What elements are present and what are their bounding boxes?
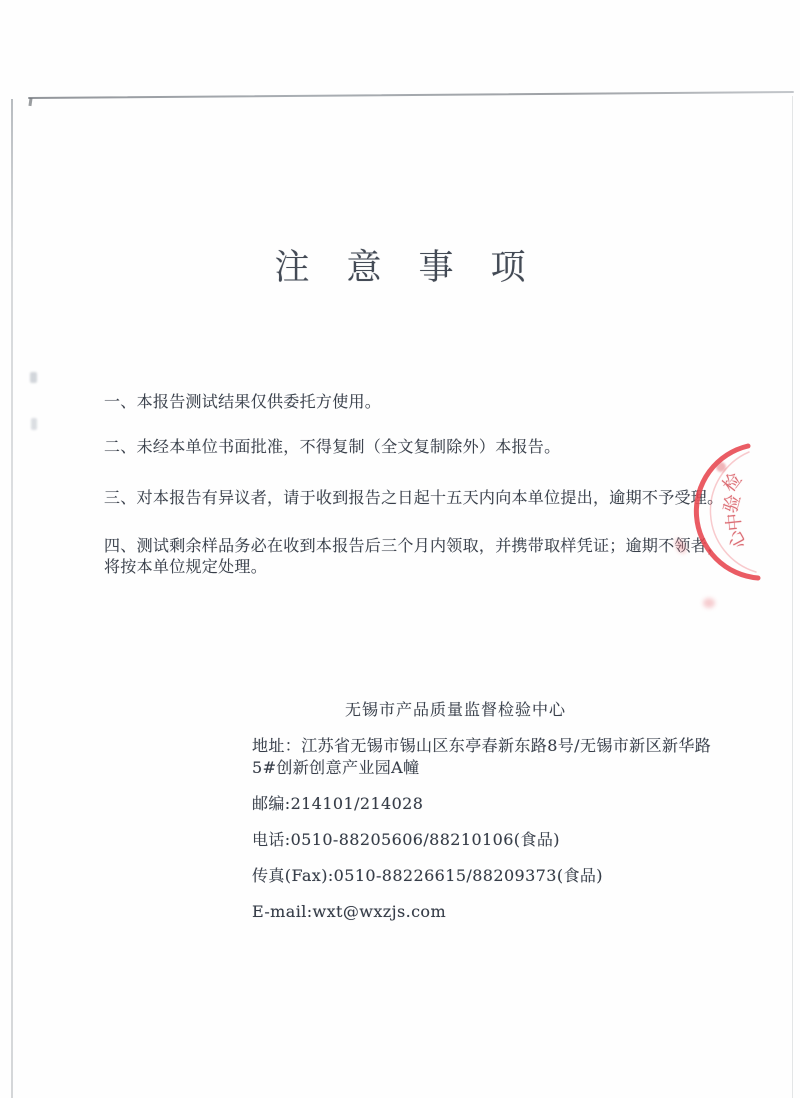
stamp-character: 心 (724, 526, 752, 553)
notice-item-1: 一、本报告测试结果仅供委托方使用。 (104, 392, 382, 411)
postal-code-line: 邮编:214101/214028 (252, 794, 424, 813)
page-edge-top (28, 91, 794, 99)
notice-item-4 (104, 535, 729, 577)
notice-item-2: 二、未经本单位书面批准，不得复制（全文复制除外）本报告。 (104, 437, 561, 456)
page-edge-corner-mark (28, 98, 32, 106)
scan-speck (31, 418, 37, 430)
stamp-character: 验 (719, 492, 746, 516)
address-line-2: 5#创新创意产业园A幢 (252, 758, 420, 777)
stamp-character: 检 (718, 469, 747, 497)
address-block (252, 735, 711, 779)
fax-line: 传真(Fax):0510-88226615/88209373(食品) (252, 866, 603, 885)
stamp-ink-smudge (716, 462, 726, 472)
email-line: E-mail:wxt@wxzjs.com (252, 902, 447, 921)
notice-item-4-line-2: 将按本单位规定处理。 (104, 557, 268, 576)
notice-item-3: 三、对本报告有异议者，请于收到报告之日起十五天内向本单位提出，逾期不予受理。 (104, 488, 724, 507)
notice-item-4-line-1: 四、测试剩余样品务必在收到本报告后三个月内领取，并携带取样凭证；逾期不领者， (104, 536, 724, 555)
page-title: 注意事项 (274, 248, 563, 288)
org-name: 无锡市产品质量监督检验中心 (345, 700, 567, 719)
stamp-ink-smudge (703, 598, 715, 608)
stamp-character: 中 (723, 512, 746, 533)
address-line-1: 地址：江苏省无锡市锡山区东亭春新东路8号/无锡市新区新华路 (252, 736, 712, 755)
phone-line: 电话:0510-88205606/88210106(食品) (252, 830, 560, 849)
scan-speck (30, 372, 37, 383)
